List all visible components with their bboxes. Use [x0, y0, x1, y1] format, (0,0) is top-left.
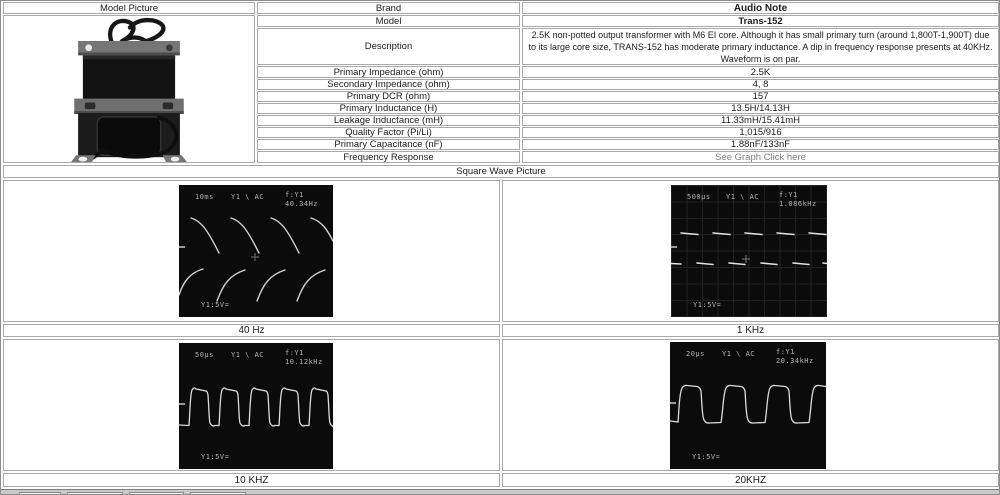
scope-coupling: Y1 \ AC: [722, 350, 756, 358]
scope-cell-10khz: [3, 339, 500, 471]
scope-volt-scale: Y1:5V=: [692, 453, 721, 461]
scope-freq-value: 1.086kHz: [779, 200, 817, 208]
model-picture-cell: [3, 15, 255, 163]
scope-freq-label: f:Y1: [776, 348, 795, 356]
spec-value-quality-factor: 1,015/916: [522, 127, 999, 138]
caption-1khz: 1 KHz: [502, 324, 999, 337]
spec-label-primary-inductance: Primary Inductance (H): [257, 103, 520, 114]
scope-freq-label: f:Y1: [285, 191, 304, 199]
scope-cell-20khz: [502, 339, 999, 471]
model-label: Model: [257, 15, 520, 27]
scope-freq-label: f:Y1: [285, 349, 304, 357]
caption-20khz: 20KHZ: [502, 473, 999, 487]
bottom-partial-table: [1, 489, 1000, 495]
scope-freq-value: 10.12kHz: [285, 358, 323, 366]
frequency-response-graph-link[interactable]: See Graph Click here: [522, 151, 999, 163]
spec-label-secondary-impedance: Secondary Impedance (ohm): [257, 79, 520, 90]
spec-value-secondary-impedance: 4, 8: [522, 79, 999, 90]
transformer-photo: [54, 16, 204, 162]
model-picture-header: Model Picture: [3, 2, 255, 14]
caption-40hz: 40 Hz: [3, 324, 500, 337]
brand-value: Audio Note: [522, 2, 999, 14]
scope-freq-value: 40.34Hz: [285, 200, 319, 208]
scope-timebase: 20µs: [686, 350, 705, 358]
scope-freq-value: 20.34kHz: [776, 357, 814, 365]
scope-volt-scale: Y1:5V=: [201, 453, 230, 461]
scope-freq-label: f:Y1: [779, 191, 798, 199]
spec-label-primary-dcr: Primary DCR (ohm): [257, 91, 520, 102]
frequency-response-label: Frequency Response: [257, 151, 520, 163]
scope-coupling: Y1 \ AC: [231, 193, 265, 201]
scope-coupling: Y1 \ AC: [726, 193, 760, 201]
caption-10khz: 10 KHZ: [3, 473, 500, 487]
spec-label-primary-capacitance: Primary Capacitance (nF): [257, 139, 520, 150]
scope-volt-scale: Y1:5V=: [201, 301, 230, 309]
description-label: Description: [257, 28, 520, 65]
oscilloscope-40hz: [179, 185, 333, 317]
oscilloscope-1khz: [671, 185, 827, 317]
spec-label-primary-impedance: Primary Impedance (ohm): [257, 66, 520, 78]
scope-timebase: 10ms: [195, 193, 214, 201]
spec-value-leakage-inductance: 11.33mH/15.41mH: [522, 115, 999, 126]
oscilloscope-20khz: [670, 342, 826, 469]
spec-label-quality-factor: Quality Factor (Pi/Li): [257, 127, 520, 138]
square-wave-section-title: Square Wave Picture: [3, 165, 999, 178]
spec-value-primary-impedance: 2.5K: [522, 66, 999, 78]
scope-volt-scale: Y1:5V=: [693, 301, 722, 309]
spec-label-leakage-inductance: Leakage Inductance (mH): [257, 115, 520, 126]
description-value: 2.5K non-potted output transformer with M6 EI core. Although it has small primary turn (around 1,800T-1,900T) due to its large core size, TRANS-152 has moderate primary inductance. A dip in frequency response presents at 40KHz. Waveform is on par.: [522, 28, 999, 65]
scope-coupling: Y1 \ AC: [231, 351, 265, 359]
brand-label: Brand: [257, 2, 520, 14]
spec-value-primary-capacitance: 1.88nF/133nF: [522, 139, 999, 150]
scope-cell-1khz: [502, 180, 999, 322]
spec-value-primary-inductance: 13.5H/14.13H: [522, 103, 999, 114]
model-value: Trans-152: [522, 15, 999, 27]
scope-timebase: 500µs: [687, 193, 711, 201]
scope-cell-40hz: [3, 180, 500, 322]
scope-timebase: 50µs: [195, 351, 214, 359]
oscilloscope-10khz: [179, 343, 333, 469]
spec-value-primary-dcr: 157: [522, 91, 999, 102]
